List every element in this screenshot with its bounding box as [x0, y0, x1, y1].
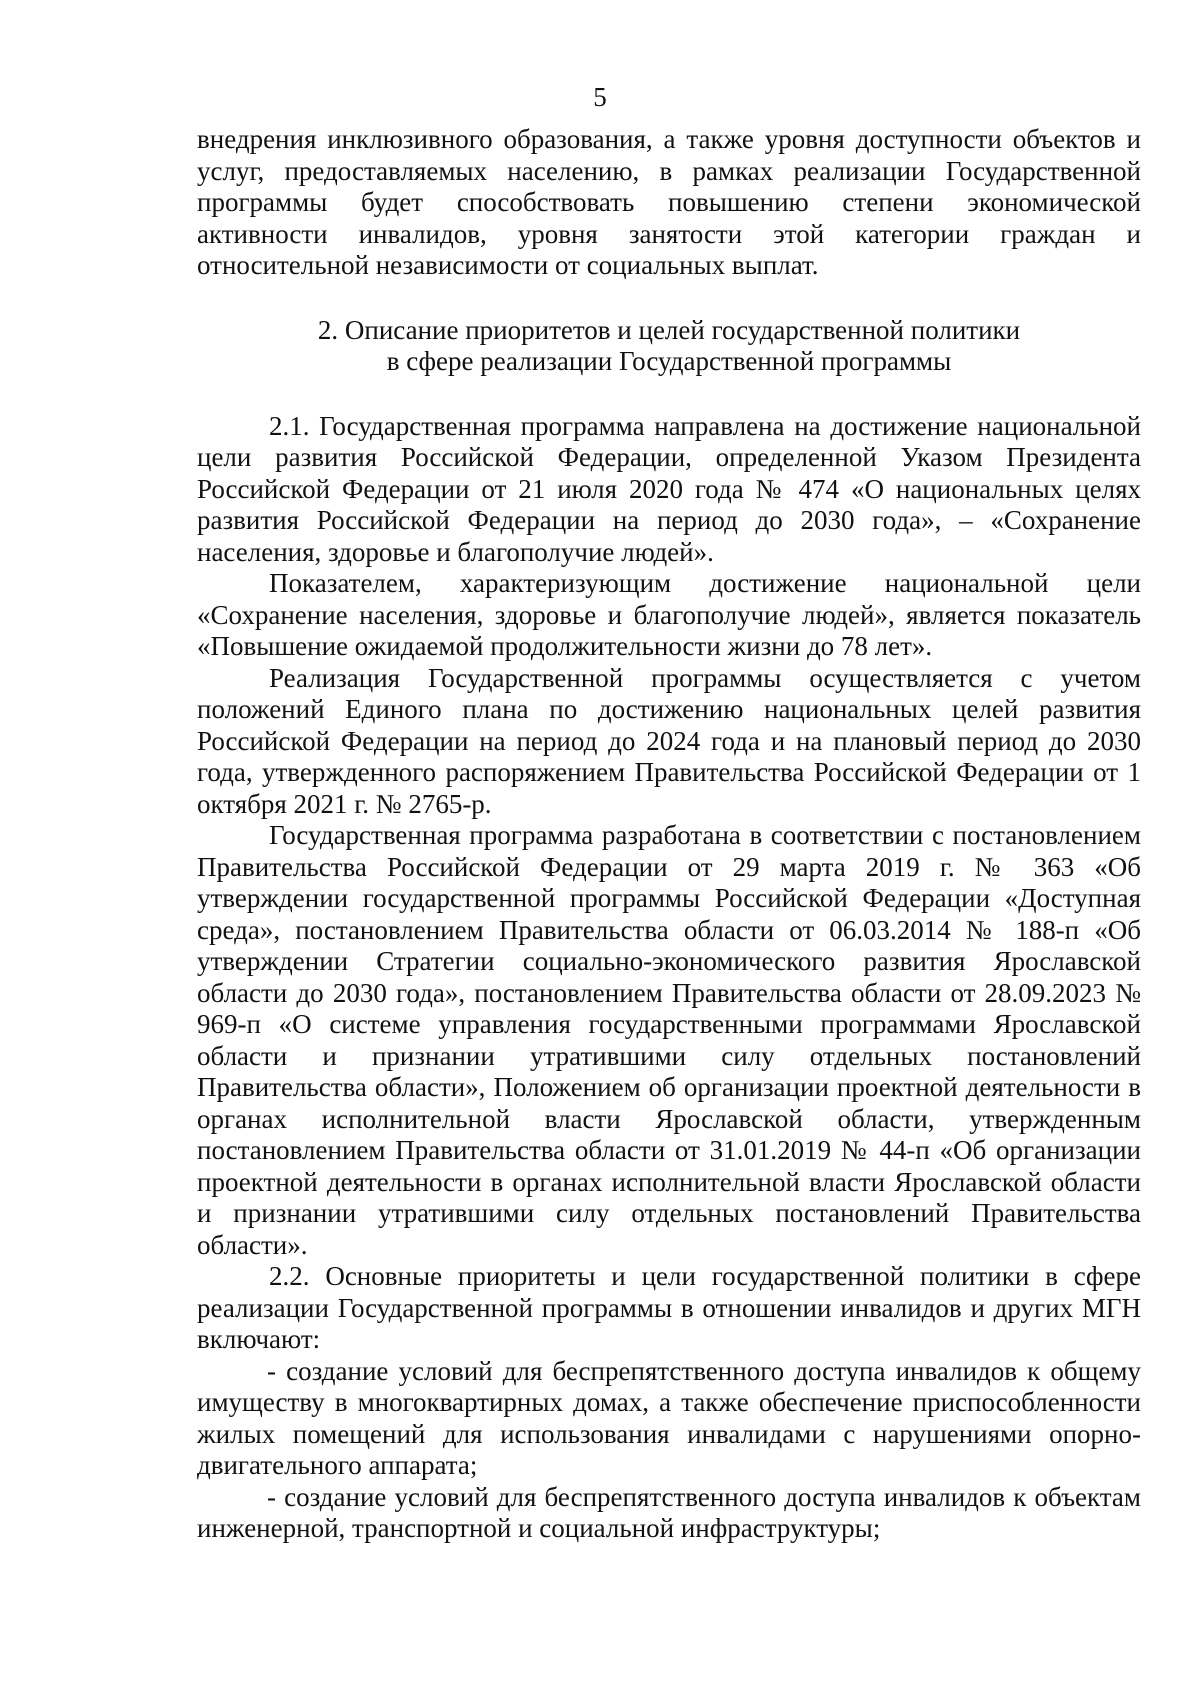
page-number: 5	[593, 82, 607, 112]
intro-paragraph: внедрения инклюзивного образования, а также уровня доступности объектов и услуг, предоставляемых населению, в рамках реализации Государственной программы будет способствовать повышению степени экономической активности инвалидов, уровня занятости этой категории граждан и относительной независимости от социальных выплат.	[197, 124, 1141, 280]
paragraph-2-2: 2.2. Основные приоритеты и цели государственной политики в сфере реализации Государственной программы в отношении инвалидов и других МГН включают:	[197, 1261, 1141, 1354]
paragraph-2-1: 2.1. Государственная программа направлена на достижение национальной цели развития Российской Федерации, определенной Указом Президента Российской Федерации от 21 июля 2020 года № 474 «О национальных целях развития Российской Федерации на период до 2030 года», – «Сохранение населения, здоровье и благополучие людей».	[197, 410, 1141, 567]
list-item: - создание условий для беспрепятственного доступа инвалидов к общему имуществу в многоквартирных домах, а также обеспечение приспособленности жилых помещений для использования инвалидами с нарушениями опорно-двигательного аппарата;	[197, 1355, 1141, 1480]
section-heading	[197, 315, 1141, 378]
paragraph-unified-plan: Реализация Государственной программы осуществляется с учетом положений Единого плана по достижению национальных целей развития Российской Федерации на период до 2024 года и на плановый период до 2030 года, утвержденного распоряжением Правительства Российской Федерации от 1 октября 2021 г. № 2765-р.	[197, 662, 1141, 819]
paragraph-legal-basis: Государственная программа разработана в соответствии с постановлением Правительства Российской Федерации от 29 марта 2019 г. № 363 «Об утверждении государственной программы Российской Федерации «Доступная среда», постановлением Правительства области от 06.03.2014 № 188-п «Об утверждении Стратегии социально-экономического развития Ярославской области до 2030 года», постановлением Правительства области от 28.09.2023 № 969-п «О системе управления государственными программами Ярославской области и признании утратившими силу отдельных постановлений Правительства области», Положением об организации проектной деятельности в органах исполнительной власти Ярославской области, утвержденным постановлением Правительства области от 31.01.2019 № 44-п «Об организации проектной деятельности в органах исполнительной власти Ярославской области и признании утратившими силу отдельных постановлений Правительства области».	[197, 820, 1141, 1260]
section-heading-line-1: 2. Описание приоритетов и целей государственной политики	[317, 314, 1021, 345]
document-body	[197, 124, 1141, 1545]
list-item: - создание условий для беспрепятственного доступа инвалидов к объектам инженерной, транспортной и социальной инфраструктуры;	[197, 1481, 1141, 1543]
section-heading-line-2: в сфере реализации Государственной программы	[386, 346, 952, 376]
paragraph-indicator: Показателем, характеризующим достижение национальной цели «Сохранение населения, здоровье и благополучие людей», является показатель «Повышение ожидаемой продолжительности жизни до 78 лет».	[197, 568, 1141, 661]
